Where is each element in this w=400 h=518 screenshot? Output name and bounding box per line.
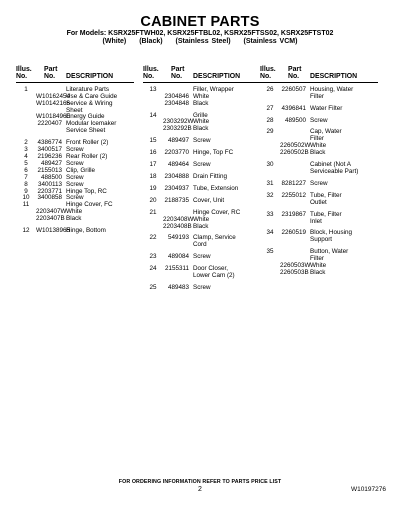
part-number: 2303292W	[163, 118, 194, 126]
part-number: 3400113	[37, 180, 62, 188]
illus-number: 8	[24, 180, 28, 188]
part-description: Screw	[193, 137, 211, 145]
part-number: 2203771	[37, 187, 62, 195]
part-number: 2203407B	[36, 215, 65, 223]
illus-number: 9	[24, 187, 28, 195]
part-description: White	[193, 215, 210, 223]
part-description: Screw	[193, 253, 211, 261]
page-number: 2	[198, 486, 202, 493]
illus-number: 14	[149, 111, 157, 119]
illus-no-header	[260, 66, 280, 81]
part-number: 8281227	[281, 179, 306, 187]
part-description: Black	[193, 125, 209, 133]
parts-row	[143, 138, 261, 145]
part-number: 2260502B	[280, 149, 309, 157]
part-description: Screw	[66, 194, 84, 202]
part-number: 2304846	[164, 92, 189, 100]
part-description: Cabinet (Not A	[310, 161, 351, 169]
illus-number: 19	[149, 184, 157, 192]
part-number: 2304937	[164, 184, 189, 192]
illus-number: 23	[149, 253, 157, 261]
illus-number: 27	[266, 104, 274, 112]
part-number: 2196236	[37, 152, 62, 160]
part-number: 3400517	[37, 146, 62, 154]
part-description: Screw	[310, 179, 328, 187]
illus-number: 34	[266, 229, 274, 237]
part-no-header	[280, 66, 306, 81]
part-number: 2155311	[164, 265, 189, 273]
part-description: Black	[193, 222, 209, 230]
illus-number: 3	[24, 146, 28, 154]
part-description: Front Roller (2)	[66, 139, 109, 147]
illus-number: 25	[149, 283, 157, 291]
part-description: Literature Parts	[66, 85, 110, 93]
part-description: Screw	[193, 161, 211, 169]
parts-row	[143, 126, 261, 133]
parts-row	[16, 216, 134, 223]
illus-number: 12	[22, 227, 30, 235]
illus-number: 33	[266, 210, 274, 218]
part-number: 2319867	[281, 210, 306, 218]
illus-header-line1: Illus.	[260, 66, 276, 73]
part-number: 2220407	[37, 120, 62, 128]
part-number: 549193	[167, 234, 189, 242]
parts-row	[260, 169, 378, 176]
column-header	[143, 66, 261, 83]
models-subtitle: For Models: KSRX25FTWH02, KSRX25FTBL02, KSRX25FTSS02, KSRX25FTST02	[66, 30, 334, 37]
part-number: 489427	[40, 159, 62, 167]
parts-row	[143, 224, 261, 231]
illus-number: 2	[24, 139, 28, 147]
illus-number: 30	[266, 161, 274, 169]
part-number: 2304848	[164, 99, 189, 107]
part-description: Tube, Filter	[310, 191, 342, 199]
part-description: Cord	[193, 241, 207, 249]
variant-stainless-vcm: (Stainless VCM)	[243, 38, 298, 45]
parts-row	[260, 94, 378, 101]
part-description: Hinge, Top FC	[193, 149, 234, 157]
illus-number: 26	[266, 85, 274, 93]
illus-header-line2: No.	[260, 73, 272, 81]
illus-header-line1: Illus.	[143, 66, 159, 73]
part-number: W10142166	[36, 99, 70, 107]
part-number: W10162454	[36, 92, 70, 100]
part-number: 2203408B	[163, 222, 192, 230]
part-description: Hinge Top, RC	[66, 187, 107, 195]
part-description: Cover, Unit	[193, 196, 225, 204]
part-description: Modular Icemaker	[66, 120, 117, 128]
part-number: 2255012	[281, 191, 306, 199]
part-description: Filter	[310, 92, 324, 100]
illus-number: 13	[149, 85, 157, 93]
parts-row	[16, 128, 134, 135]
part-header-line1: Part	[171, 66, 185, 73]
part-description: Screw	[66, 146, 84, 154]
illus-number: 1	[24, 85, 28, 93]
part-number: 2260507	[281, 85, 306, 93]
part-description: White	[193, 92, 210, 100]
parts-row	[143, 150, 261, 157]
illus-number: 6	[24, 166, 28, 174]
illus-number: 10	[22, 194, 30, 202]
illus-number: 5	[24, 159, 28, 167]
part-number: 489500	[284, 116, 306, 124]
part-number: 489497	[167, 137, 189, 145]
illus-no-header	[16, 66, 36, 81]
parts-row	[16, 228, 134, 235]
parts-row	[143, 174, 261, 181]
part-description: Water Filter	[310, 104, 343, 112]
illus-header-line2: No.	[143, 73, 155, 81]
part-description: Sheet	[66, 106, 83, 114]
part-description: White	[310, 262, 327, 270]
illus-number: 32	[266, 191, 274, 199]
illus-number: 20	[149, 196, 157, 204]
part-no-header	[36, 66, 62, 81]
parts-column-1	[16, 66, 134, 235]
part-number: 4396841	[281, 104, 306, 112]
part-number: 3400858	[37, 194, 62, 202]
variant-white: (White)	[102, 38, 127, 45]
part-number: 2260502W	[280, 142, 311, 150]
illus-header-line2: No.	[16, 73, 28, 81]
part-description: Screw	[193, 283, 211, 291]
ordering-footnote: FOR ORDERING INFORMATION REFER TO PARTS PRICE LIST	[118, 479, 282, 485]
parts-row	[260, 106, 378, 113]
part-number: 2203407W	[36, 208, 67, 216]
part-number: 2260503B	[280, 268, 309, 276]
part-description: Rear Roller (2)	[66, 152, 108, 160]
part-description: Screw	[66, 173, 84, 181]
part-description: Clamp, Service	[193, 234, 236, 242]
part-description: Housing, Water	[310, 85, 354, 93]
parts-row	[143, 285, 261, 292]
part-description: Service Sheet	[66, 127, 106, 135]
parts-row	[143, 254, 261, 261]
variant-stainless-steel: (Stainless Steel)	[175, 38, 231, 45]
part-number: 489483	[167, 283, 189, 291]
parts-row	[260, 200, 378, 207]
illus-number: 15	[149, 137, 157, 145]
part-description: Hinge Cover, FC	[66, 201, 113, 209]
part-header-line1: Part	[288, 66, 302, 73]
part-description: Tube, Filter	[310, 210, 342, 218]
part-number: W10138965	[36, 227, 70, 235]
part-description: Screw	[66, 180, 84, 188]
part-description: Outlet	[310, 198, 327, 206]
illus-header-line1: Illus.	[16, 66, 32, 73]
part-description: Serviceable Part)	[310, 167, 359, 175]
part-number: 2303292B	[163, 125, 192, 133]
illus-number: 16	[149, 149, 157, 157]
document-number: W10197276	[350, 486, 386, 493]
part-number: 2188735	[164, 196, 189, 204]
part-number: 2203408W	[163, 215, 194, 223]
illus-number: 21	[149, 208, 157, 216]
part-description: Filter	[310, 255, 324, 263]
part-description: Inlet	[310, 217, 322, 225]
parts-row	[260, 118, 378, 125]
part-no-header	[163, 66, 189, 81]
part-number: 2260519	[281, 229, 306, 237]
part-number: 4386774	[37, 139, 62, 147]
parts-row	[143, 273, 261, 280]
part-description: Block, Housing	[310, 229, 352, 237]
illus-number: 18	[149, 172, 157, 180]
part-description: Filler, Wrapper	[193, 85, 234, 93]
parts-row	[260, 150, 378, 157]
parts-column-3	[260, 66, 378, 277]
part-header-line2: No.	[171, 73, 183, 81]
parts-row	[143, 198, 261, 205]
part-description: Black	[193, 99, 209, 107]
part-number: 2260503W	[280, 262, 311, 270]
part-number: 2203770	[164, 149, 189, 157]
part-description: Clip, Grille	[66, 166, 96, 174]
part-description: Grille	[193, 111, 208, 119]
part-description: Door Closer,	[193, 265, 228, 273]
illus-number: 29	[266, 128, 274, 136]
illus-no-header	[143, 66, 163, 81]
part-description: Black	[310, 149, 326, 157]
part-description: Filter	[310, 135, 324, 143]
part-description: Support	[310, 236, 333, 244]
part-description: White	[193, 118, 210, 126]
illus-number: 11	[22, 201, 30, 209]
illus-number: 31	[266, 179, 274, 187]
part-description: White	[66, 208, 83, 216]
parts-column-2	[143, 66, 261, 292]
illus-number: 28	[266, 116, 274, 124]
column-header	[260, 66, 378, 83]
parts-row	[260, 181, 378, 188]
part-number: 2155013	[37, 166, 62, 174]
part-description: Screw	[66, 159, 84, 167]
part-description: Hinge Cover, RC	[193, 208, 241, 216]
part-header-line2: No.	[288, 73, 300, 81]
variant-black: (Black)	[139, 38, 163, 45]
parts-row	[143, 242, 261, 249]
part-description: White	[310, 142, 327, 150]
part-description: Cap, Water	[310, 128, 342, 136]
part-header-line2: No.	[44, 73, 56, 81]
part-header-line1: Part	[44, 66, 58, 73]
part-description: Lower Cam (2)	[193, 272, 235, 280]
parts-row	[260, 237, 378, 244]
part-number: 489464	[167, 161, 189, 169]
parts-row	[260, 270, 378, 277]
column-header	[16, 66, 134, 83]
color-variants	[0, 38, 400, 46]
parts-row	[260, 219, 378, 226]
illus-number: 35	[266, 248, 274, 256]
part-number: 488500	[40, 173, 62, 181]
illus-number: 7	[24, 173, 28, 181]
part-description: Use & Care Guide	[66, 92, 118, 100]
part-description: Button, Water	[310, 248, 349, 256]
part-description: Drain Fitting	[193, 172, 227, 180]
illus-number: 24	[149, 265, 157, 273]
page-title: CABINET PARTS	[140, 14, 260, 30]
description-header: DESCRIPTION	[193, 73, 241, 81]
illus-number: 17	[149, 161, 157, 169]
part-description: Black	[310, 268, 326, 276]
part-number: 2304888	[164, 172, 189, 180]
description-header: DESCRIPTION	[66, 73, 114, 81]
part-description: Hinge, Bottom	[66, 227, 106, 235]
part-description: Energy Guide	[66, 113, 105, 121]
parts-row	[143, 101, 261, 108]
part-number: W10184960	[36, 113, 70, 121]
part-description: Service & Wiring	[66, 99, 113, 107]
illus-number: 22	[149, 234, 157, 242]
description-header: DESCRIPTION	[310, 73, 358, 81]
illus-number: 4	[24, 152, 28, 160]
parts-row	[143, 186, 261, 193]
part-description: Black	[66, 215, 82, 223]
part-number: 489084	[167, 253, 189, 261]
parts-row	[143, 162, 261, 169]
part-description: Tube, Extension	[193, 184, 239, 192]
part-description: Screw	[310, 116, 328, 124]
